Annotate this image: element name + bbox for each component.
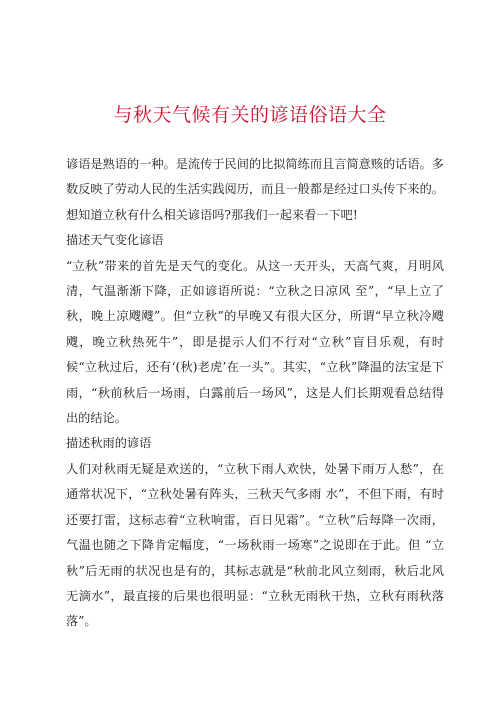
section-heading-weather: 描述天气变化谚语	[66, 233, 164, 248]
section-heading-autumn-rain: 描述秋雨的谚语	[66, 436, 152, 451]
weather-paragraph: “立秋”带来的首先是天气的变化。从这一天开头，天高气爽，月明风清，气温渐渐下降，正如谚语所说：“立秋之日凉风 至”，“早上立了秋，晚上凉飕飕”。但“立秋”的早晚又有很大区分，所谓“早立秋冷飕飕，晚立秋热死牛”，即是提示人们不行对“立秋”盲目乐观，有时候“立秋过后，还有‘(秋)老虎’在一头”。其实，“立秋”降温的法宝是下雨，“秋前秋后一场雨，白露前后一场风”，这是人们长期观看总结得出的结论。	[66, 258, 444, 426]
document-body	[66, 152, 444, 635]
autumn-rain-paragraph: 人们对秋雨无疑是欢送的，“立秋下雨人欢快，处暑下雨万人愁”，在通常状况下，“立秋处暑有阵头，三秋天气多雨 水”，不但下雨，有时还要打雷，这标志着“立秋响雷，百日见霜”。“立秋”后每降一次雨，气温也随之下降肯定幅度，“一场秋雨一场寒”之说即在于此。但 “立秋”后无雨的状况也是有的，其标志就是“秋前北风立刻雨，秋后北风无滴水”，最直接的后果也很明显：“立秋无雨秋干热，立秋有雨秋落落”。	[66, 461, 444, 629]
document-title: 与秋天气候有关的谚语俗语大全	[113, 104, 387, 126]
intro-paragraph: 谚语是熟语的一种。是流传于民间的比拟简练而且言简意赅的话语。多数反映了劳动人民的生活实践阅历，而且一般都是经过口头传下来的。想知道立秋有什么相关谚语吗?那我们一起来看一下吧!	[66, 157, 444, 222]
